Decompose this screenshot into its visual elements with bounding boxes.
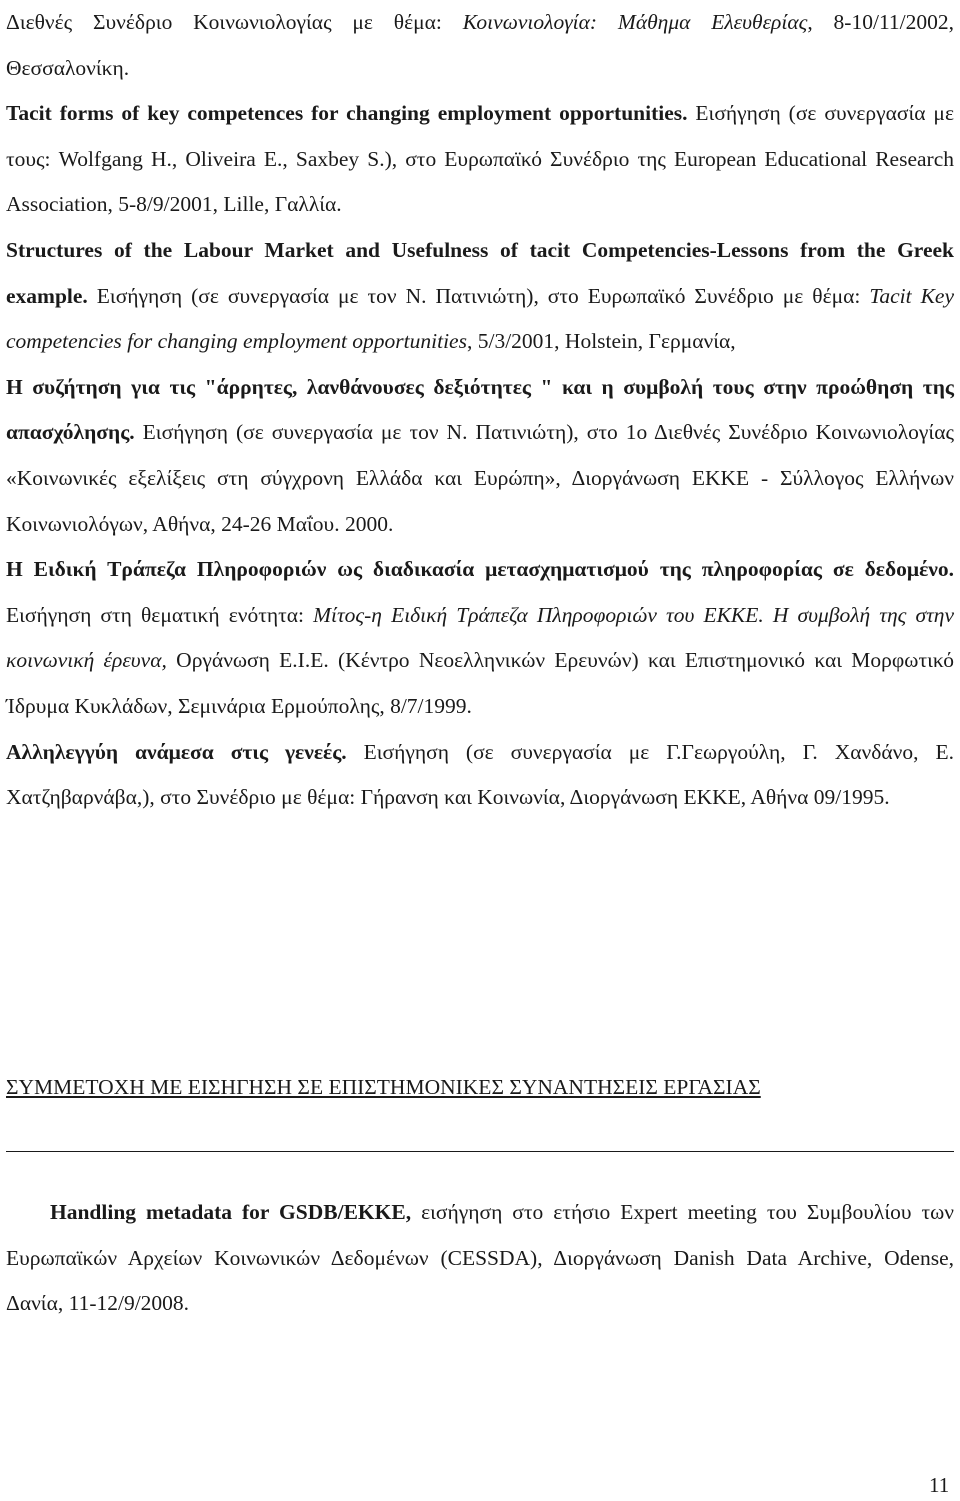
entry-title: Η συζήτηση για τις "άρρητες, λανθάνουσες δεξιότητες " και η συμβολή τους στην προώθηση της απασχόλησης. [6, 374, 954, 445]
entry-text: Εισήγηση (σε συνεργασία με τον Ν. Πατινιώτη), στο 1ο Διεθνές Συνέδριο Κοινωνιολογίας «Κοινωνικές εξελίξεις στη σύγχρονη Ελλάδα και Ευρώπη», Διοργάνωση ΕΚΚΕ - Σύλλογος Ελλήνων Κοινωνιολόγων, Αθήνα, 24-26 Μαΐου. 2000. [6, 420, 954, 536]
entry-text: Εισήγηση (σε συνεργασία με τον Ν. Πατινιώτη), στο Ευρωπαϊκό Συνέδριο με θέμα: [87, 283, 870, 308]
publication-entry [6, 547, 954, 729]
entry-title: Tacit forms of key competences for changing employment opportunities. [6, 101, 688, 126]
entry-italic-title: Tacit Key competencies for changing employment opportunities [6, 283, 954, 354]
section-heading: ΣΥΜΜΕΤΟΧΗ ΜΕ ΕΙΣΗΓΗΣΗ ΣΕ ΕΠΙΣΤΗΜΟΝΙΚΕΣ ΣΥΝΑΝΤΗΣΕΙΣ ΕΡΓΑΣΙΑΣ [6, 1075, 761, 1099]
entry-title: Η Ειδική Τράπεζα Πληροφοριών ως διαδικασία μετασχηματισμού της πληροφορίας σε δεδομένο. [6, 557, 954, 582]
entry-italic-title: Μίτος-η Ειδική Τράπεζα Πληροφοριών του ΕΚΚΕ. Η συμβολή της στην κοινωνική έρευνα, [6, 602, 955, 673]
entry-title: Αλληλεγγύη ανάμεσα στις γενεές. [6, 739, 347, 764]
section-divider [6, 1151, 954, 1152]
entry-text: Εισήγηση στη θεματική ενότητα: [6, 602, 314, 627]
entry-italic-title: Κοινωνιολογία: Μάθημα Ελευθερίας [462, 10, 808, 34]
entry-text: Εισήγηση (σε συνεργασία με Γ.Γεωργούλη, Γ. Χανδάνο, Ε. Χατζηβαρνάβα,), στο Συνέδριο με θέμα: Γήρανση και Κοινωνία, Διοργάνωση ΕΚΚΕ, Αθήνα 09/1995. [6, 739, 954, 810]
entry-text: , 5/3/2001, Holstein, Γερμανία, [466, 329, 736, 354]
document-body [6, 0, 954, 821]
publication-entry [6, 0, 954, 91]
entry-text: Εισήγηση (σε συνεργασία με τους: Wolfgang H., Oliveira E., Saxbey S.), στο Ευρωπαϊκό Συνέδριο της European Educational Research Association, 5-8/9/2001, Lille, Γαλλία. [6, 101, 954, 217]
publication-entry [6, 730, 954, 821]
page-number: 11 [929, 1473, 950, 1497]
workshop-entry [6, 1190, 954, 1327]
entry-text: εισήγηση στο ετήσιο Expert meeting του Συμβουλίου των Ευρωπαϊκών Αρχείων Κοινωνικών Δεδομένων (CESSDA), Διοργάνωση Danish Data Archive, Odense, Δανία, 11-12/9/2008. [6, 1200, 954, 1316]
workshop-section [6, 1190, 954, 1327]
entry-title: Handling metadata for GSDB/EKKE, [50, 1200, 412, 1224]
entry-text: Διεθνές Συνέδριο Κοινωνιολογίας με θέμα: [6, 10, 463, 34]
publication-entry [6, 365, 954, 547]
entry-title: Structures of the Labour Market and Usefulness of tacit Competencies-Lessons from the Greek example. [6, 237, 954, 308]
entry-text: , 8-10/11/2002, Θεσσαλονίκη. [6, 10, 954, 80]
publication-entry [6, 91, 954, 228]
publication-entry [6, 228, 954, 365]
entry-text: Οργάνωση Ε.Ι.Ε. (Κέντρο Νεοελληνικών Ερευνών) και Επιστημονικό και Μορφωτικό Ίδρυμα Κυκλάδων, Σεμινάρια Ερμούπολης, 8/7/1999. [6, 648, 954, 718]
